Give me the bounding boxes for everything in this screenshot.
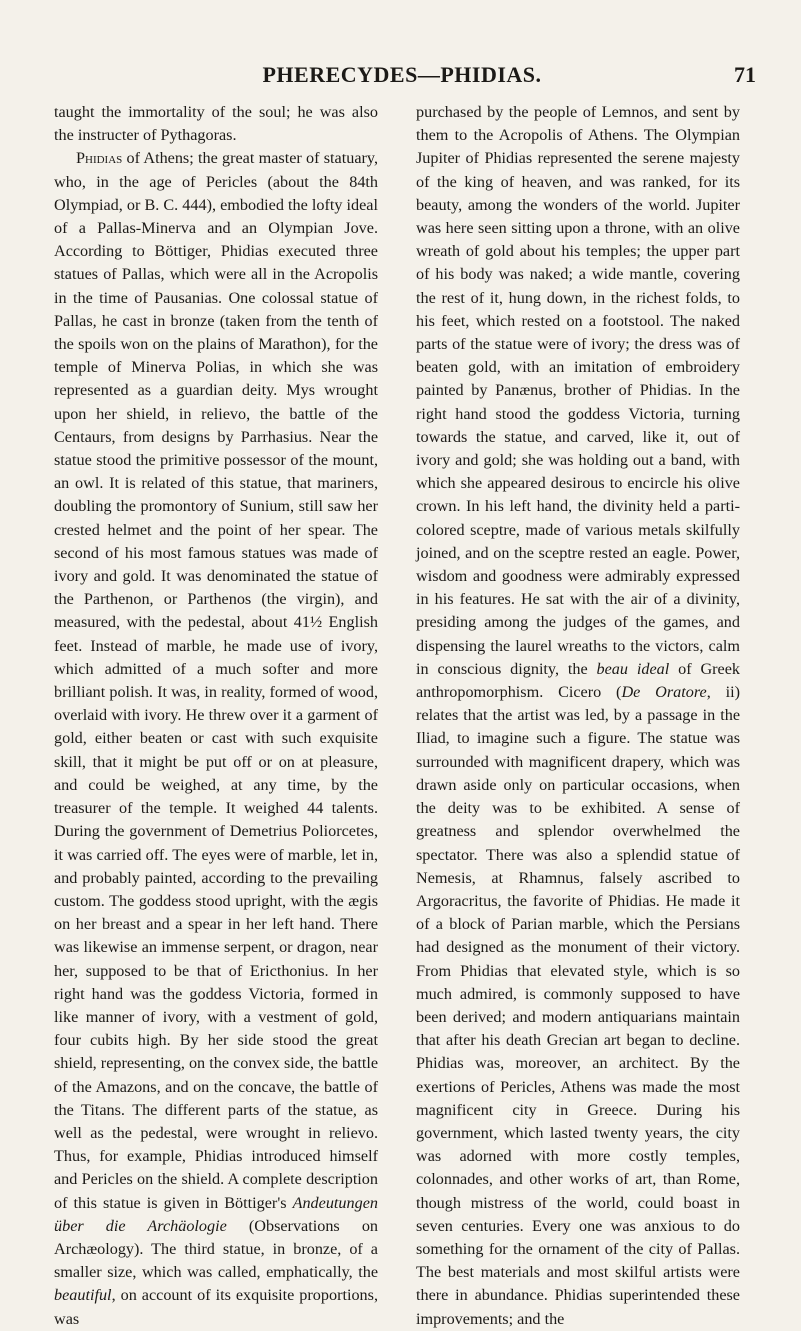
paragraph-text-3: , on account of its exquisite proportions, was bbox=[54, 1286, 378, 1328]
paragraph-continuation bbox=[416, 101, 740, 1331]
book-title: Andeutungen über die Archäologie bbox=[54, 1193, 378, 1235]
page-number: 71 bbox=[734, 62, 756, 87]
page-header bbox=[48, 62, 756, 94]
entry-headword: Phidias bbox=[76, 149, 123, 168]
running-head: PHERECYDES—PHIDIAS. bbox=[262, 62, 542, 87]
paragraph-pherecydes-end: taught the immortality of the soul; he was also the instructer of Pythagoras. bbox=[54, 103, 378, 145]
paragraph-text-2: of Greek anthropomorphism. Cicero ( bbox=[416, 659, 740, 702]
paragraph-text: of Athens; the great master of statuary, who, in the age of Pericles (about the 84th Olympiad, or B. C. 444), embodied the lofty ideal of a Pallas-Minerva and an Olympian Jove. According to Böttiger, Phidias executed three statues of Pallas, which were all in the Acropolis in the time of Pausanias. One colossal statue of Pallas, he cast in bronze (taken from the tenth of the spoils won on the plains of Marathon), for the temple of Minerva Polias, in which she was represented as a guardian deity. Mys wrought upon her shield, in relievo, the battle of the Centaurs, from designs by Parrhasius. Near the statue stood the primitive possessor of the mount, an owl. It is related of this statue, that mariners, doubling the promontory of Sunium, still saw her crested helmet and the point of her spear. The second of his most famous statues was made of ivory and gold. It was denominated the statue of the Parthenon, or Parthenos (the virgin), and measured, with the pedestal, about 41½ English feet. Instead of marble, he made use of ivory, which admitted of a much softer and more brilliant polish. It was, in reality, formed of wood, overlaid with ivory. He threw over it a garment of gold, either beaten or cast with such exquisite skill, that it might be put off or on at pleasure, and could be weighed, at any time, by the treasurer of the temple. It weighed 44 talents. During the government of Demetrius Poliorcetes, it was carried off. The eyes were of marble, let in, and probably painted, according to the prevailing custom. The goddess stood upright, with the ægis on her breast and a spear in her left hand. There was likewise an immense serpent, or dragon, near her, supposed to be that of Ericthonius. In her right hand was the goddess Victoria, formed in like manner of ivory, with a vestment of gold, four cubits high. By her side stood the great shield, representing, on the convex side, the battle of the Amazons, and on the concave, the battle of the Titans. The different parts of the statue, as well as the pedestal, were wrought in relievo. Thus, for example, Phidias introduced himself and Pericles on the shield. A complete description of this statue is given in Böttiger's bbox=[54, 149, 378, 1212]
paragraph-phidias bbox=[54, 147, 378, 1330]
right-column bbox=[416, 101, 740, 1331]
paragraph-text-2: (Observations on Archæology). The third statue, in bronze, of a smaller size, which was called, emphatically, the bbox=[54, 1216, 379, 1282]
paragraph-text: purchased by the people of Lemnos, and sent by them to the Acropolis of Athens. The Olympian Jupiter of Phidias represented the serene majesty of the king of heaven, and was ranked, for its beauty, among the wonders of the world. Jupiter was here seen sitting upon a throne, with an olive wreath of gold about his temples; the upper part of his body was naked; a wide mantle, covering the rest of it, hung down, in the richest folds, to his feet, which rested on a footstool. The naked parts of the statue were of ivory; the dress was of beaten gold, with an imitation of embroidery painted by Panænus, brother of Phidias. In the right hand stood the goddess Victoria, turning towards the statue, and carved, like it, out of ivory and gold; she was holding out a band, with which she appeared desirous to encircle his olive crown. In his left hand, the divinity held a parti-colored sceptre, made of various metals skilfully joined, and on the sceptre rested an eagle. Power, wisdom and goodness were admirably expressed in his features. He sat with the air of a divinity, presiding among the judges of the games, and dispensing the laurel wreaths to the victors, calm in conscious dignity, the bbox=[416, 103, 740, 678]
emphasis-beau-ideal: beau ideal bbox=[596, 659, 670, 678]
emphasis-beautiful: beautiful bbox=[54, 1286, 112, 1305]
paragraph-text-3: , ii) relates that the artist was led, by a passage in the Iliad, to imagine such a figure. The statue was surrounded with magnificent drapery, which was drawn aside only on particular occasions, when the deity was to be exhibited. A sense of greatness and splendor overwhelmed the spectator. There was also a splendid statue of Nemesis, at Rhamnus, falsely ascribed to Argoracritus, the favorite of Phidias. He made it of a block of Parian marble, which the Persians had designed as the monument of their victory. From Phidias that elevated style, which is so much admired, is commonly supposed to have been derived; and modern antiquarians maintain that after his death Grecian art began to decline. Phidias was, moreover, an architect. By the exertions of Pericles, Athens was made the most magnificent city in Greece. During his government, which lasted twenty years, the city was adorned with more costly temples, colonnades, and other works of art, than Rome, though mistress of the world, could boast in seven centuries. Every one was anxious to do something for the ornament of the city of Pallas. The best materials and most skilful artists were there in abundance. Phidias superintended these improvements; and the bbox=[416, 683, 741, 1328]
left-column bbox=[54, 101, 378, 1331]
book-title: De Oratore bbox=[621, 683, 707, 702]
